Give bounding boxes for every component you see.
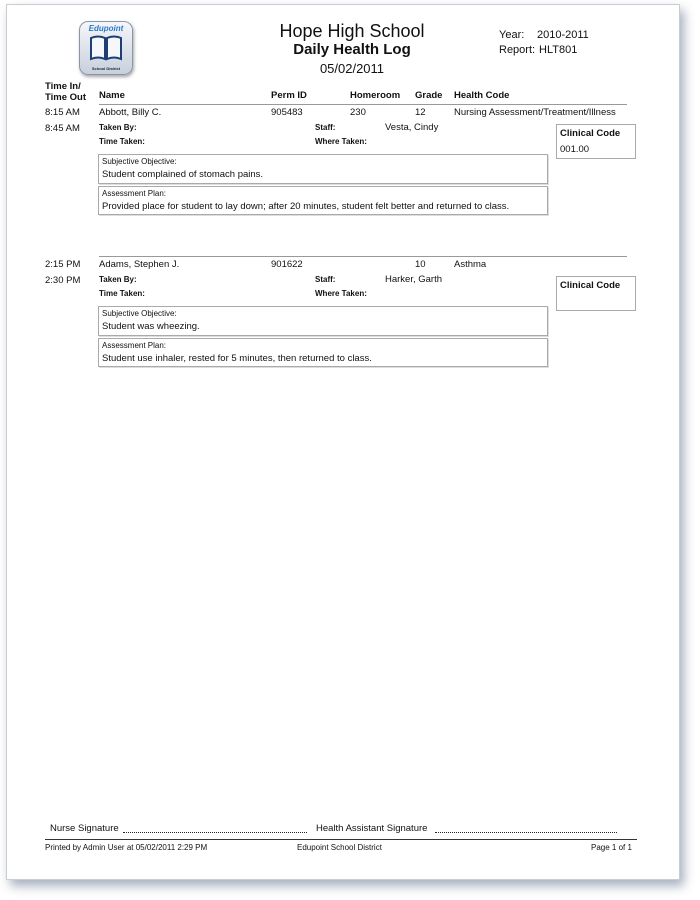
- health-code: Asthma: [454, 259, 487, 270]
- nurse-signature-line: [123, 832, 307, 833]
- clinical-code-box: [556, 124, 636, 159]
- clinical-code-box: [556, 276, 636, 311]
- year-value: 2010-2011: [537, 29, 589, 41]
- col-perm-id: Perm ID: [271, 90, 307, 101]
- col-name: Name: [99, 90, 125, 101]
- where-taken-label: Where Taken:: [315, 289, 367, 298]
- book-icon: [89, 34, 123, 62]
- homeroom: 230: [350, 107, 366, 118]
- health-code: Nursing Assessment/Treatment/Illness: [454, 107, 616, 118]
- subjective-box: [98, 154, 548, 184]
- perm-id: 905483: [271, 107, 303, 118]
- time-in: 2:15 PM: [45, 259, 81, 270]
- report-label: Report:: [499, 44, 536, 56]
- page-number: Page 1 of 1: [591, 843, 632, 852]
- clinical-code-label: Clinical Code: [560, 128, 621, 139]
- col-time-in: Time In/: [45, 81, 81, 92]
- clinical-code-value: 001.00: [560, 144, 590, 155]
- logo-text: Edupoint: [88, 24, 124, 33]
- entry-divider: [99, 256, 627, 257]
- where-taken-label: Where Taken:: [315, 137, 367, 146]
- student-name: Abbott, Billy C.: [99, 107, 162, 118]
- col-homeroom: Homeroom: [350, 90, 401, 101]
- subjective-label: Subjective Objective:: [102, 309, 177, 318]
- subjective-label: Subjective Objective:: [102, 157, 177, 166]
- staff-name: Harker, Garth: [385, 274, 443, 285]
- col-time-out: Time Out: [45, 92, 86, 103]
- time-taken-label: Time Taken:: [99, 137, 145, 146]
- taken-by-label: Taken By:: [99, 123, 137, 132]
- staff-label: Staff:: [315, 275, 336, 284]
- subjective-text: Student was wheezing.: [102, 321, 200, 332]
- assessment-label: Assessment Plan:: [102, 341, 167, 350]
- year-label: Year:: [499, 29, 525, 41]
- report-date: 05/02/2011: [319, 61, 385, 76]
- assessment-box: [98, 186, 548, 215]
- assessment-box: [98, 338, 548, 367]
- nurse-signature-label: Nurse Signature: [50, 823, 119, 834]
- report-id: HLT801: [539, 44, 578, 56]
- assistant-signature-label: Health Assistant Signature: [316, 823, 428, 834]
- time-taken-label: Time Taken:: [99, 289, 145, 298]
- perm-id: 901622: [271, 259, 303, 270]
- assistant-signature-line: [435, 832, 617, 833]
- time-out: 2:30 PM: [45, 275, 81, 286]
- edupoint-logo: [79, 21, 133, 75]
- logo-subtext: School District: [91, 66, 121, 71]
- taken-by-label: Taken By:: [99, 275, 137, 284]
- time-in: 8:15 AM: [45, 107, 80, 118]
- assessment-label: Assessment Plan:: [102, 189, 167, 198]
- student-name: Adams, Stephen J.: [99, 259, 180, 270]
- staff-name: Vesta, Cindy: [385, 122, 439, 133]
- col-health-code: Health Code: [454, 90, 510, 101]
- school-name: Hope High School: [279, 21, 425, 41]
- report-title: Daily Health Log: [293, 41, 411, 58]
- assessment-text: Student use inhaler, rested for 5 minutes, then returned to class.: [102, 353, 372, 364]
- clinical-code-label: Clinical Code: [560, 280, 621, 291]
- subjective-text: Student complained of stomach pains.: [102, 169, 264, 180]
- col-grade: Grade: [415, 90, 443, 101]
- grade: 10: [415, 259, 426, 270]
- printed-by: Printed by Admin User at 05/02/2011 2:29 PM: [45, 843, 208, 852]
- subjective-box: [98, 306, 548, 336]
- assessment-text: Provided place for student to lay down; after 20 minutes, student felt better and returned to class.: [102, 201, 510, 212]
- time-out: 8:45 AM: [45, 123, 80, 134]
- grade: 12: [415, 107, 426, 118]
- entry-divider: [99, 104, 627, 105]
- staff-label: Staff:: [315, 123, 336, 132]
- report-page: [6, 4, 680, 880]
- footer-rule: [45, 839, 637, 840]
- footer-district: Edupoint School District: [297, 843, 382, 852]
